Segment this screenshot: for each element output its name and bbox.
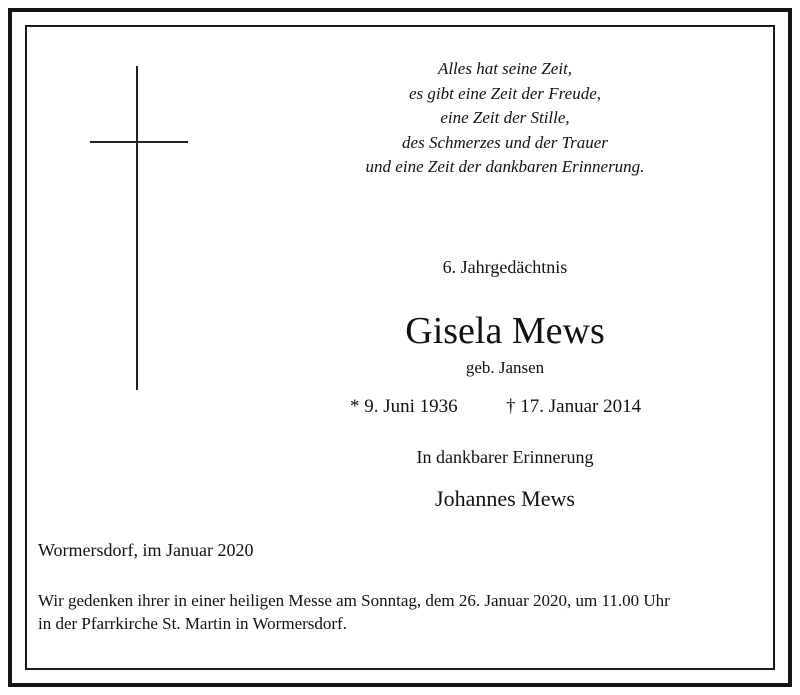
place-date: Wormersdorf, im Januar 2020 [38,540,254,560]
birth-date: * 9. Juni 1936 [350,396,458,417]
poem-line: Alles hat seine Zeit, [437,59,573,78]
anniversary-label: 6. Jahrgedächtnis [442,257,568,277]
cross-horizontal-bar [90,141,188,143]
deceased-name: Gisela Mews [405,310,605,352]
notice-line: in der Pfarrkirche St. Martin in Wormersdorf. [38,614,347,633]
poem-line: eine Zeit der Stille, [440,108,570,127]
remembrance-line: In dankbarer Erinnerung [416,447,594,467]
mass-notice [38,589,778,635]
poem-line: es gibt eine Zeit der Freude, [409,83,601,103]
maiden-name: geb. Jansen [465,358,545,377]
notice-line: Wir gedenken ihrer in einer heiligen Messe am Sonntag, dem 26. Januar 2020, um 11.00 Uhr [38,591,670,610]
death-date: † 17. Januar 2014 [506,396,642,417]
poem [320,57,690,180]
poem-line: und eine Zeit der dankbaren Erinnerung. [365,157,645,176]
poem-line: des Schmerzes und der Trauer [402,132,608,152]
mourner-name: Johannes Mews [435,486,575,511]
cross-vertical-bar [136,66,138,390]
